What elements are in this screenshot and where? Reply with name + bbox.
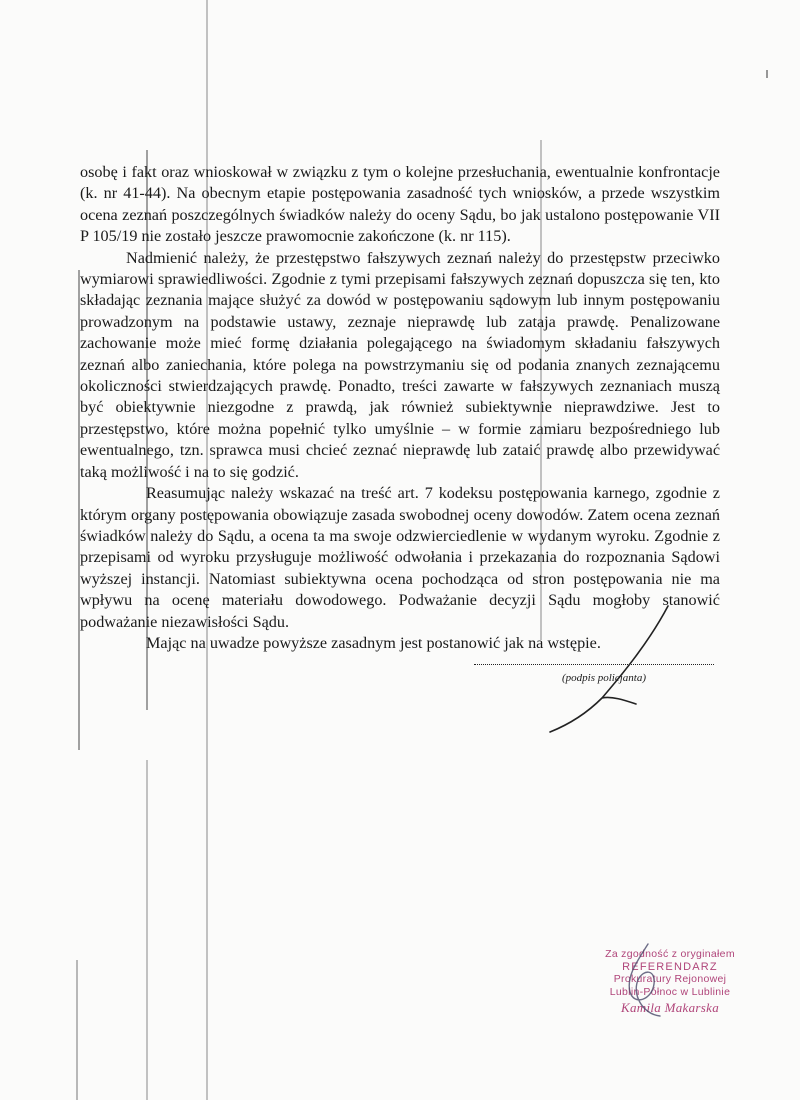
signature-line bbox=[474, 664, 714, 665]
handwritten-signature bbox=[540, 600, 680, 740]
paragraph: osobę i fakt oraz wnioskował w związku z tym o kolejne przesłuchania, ewentualnie konfrontacje (k. nr 41-44). Na obecnym etapie postępowania zasadność tych wniosków, a przede wszystkim ocena zeznań poszczególnych świadków należy do oceny Sądu, bo jak ustalono postępowanie VII P 105/19 nie zostało jeszcze prawomocnie zakończone (k. nr 115). bbox=[80, 163, 720, 246]
stamp-signature-scribble bbox=[608, 940, 678, 1020]
scan-artifact-line bbox=[766, 70, 768, 78]
document-body bbox=[80, 162, 720, 654]
stamp-title: REFERENDARZ bbox=[622, 960, 718, 973]
paragraph: Reasumując należy wskazać na treść art. 7 kodeksu postępowania karnego, zgodnie z którym organy postępowania obowiązuje zasada swobodnej oceny dowodów. Zatem ocena zeznań świadków należy do Sądu, a ocena ta ma swoje odzwierciedlenie w wydanym wyroku. Zgodnie z przepisami od wyroku przysługuje możliwość odwołania i przekazania do rozpoznania Sądowi wyższej instancji. Natomiast subiektywna ocena pochodząca od stron postępowania nie ma wpływu na ocenę materiału dowodowego. Podważanie decyzji Sądu mogłoby stanowić podważanie niezawisłości Sądu. bbox=[80, 484, 720, 631]
stamp-line: Prokuratury Rejonowej bbox=[613, 973, 727, 985]
scan-artifact-line bbox=[146, 760, 148, 1100]
stamp-name: Kamila Makarska bbox=[620, 1000, 720, 1015]
paragraph: Nadmienić należy, że przestępstwo fałszywych zeznań należy do przestępstw przeciwko wymiarowi sprawiedliwości. Zgodnie z tymi przepisami fałszywych zeznań dopuszcza się ten, kto składając zeznania mające służyć za dowód w postępowaniu sądowym lub innym postępowaniu prowadzonym na podstawie ustawy, zeznaje nieprawdę lub zataja prawdę. Penalizowane zachowanie może mieć formę działania polegającego na świadomym składaniu fałszywych zeznań albo zaniechania, które polega na powstrzymaniu się od podania znanych zeznającemu okoliczności stwierdzających prawdę. Ponadto, treści zawarte w fałszywych zeznaniach muszą być obiektywnie niezgodne z prawdą, jak również subiektywnie nieprawdziwe. Jest to przestępstwo, które można popełnić tylko umyślnie – w formie zamiaru bezpośredniego lub ewentualnego, tzn. sprawca musi chcieć zeznać nieprawdę lub zataić prawdę albo przewidywać taką możliwość i na to się godzić. bbox=[80, 248, 720, 481]
stamp-line: Za zgodność z oryginałem bbox=[605, 948, 735, 960]
scan-artifact-line bbox=[76, 960, 78, 1100]
stamp-line: Lublin-Północ w Lublinie bbox=[609, 985, 731, 998]
signature-caption: (podpis policjanta) bbox=[562, 672, 647, 684]
paragraph: Mając na uwadze powyższe zasadnym jest postanowić jak na wstępie. bbox=[146, 633, 601, 652]
